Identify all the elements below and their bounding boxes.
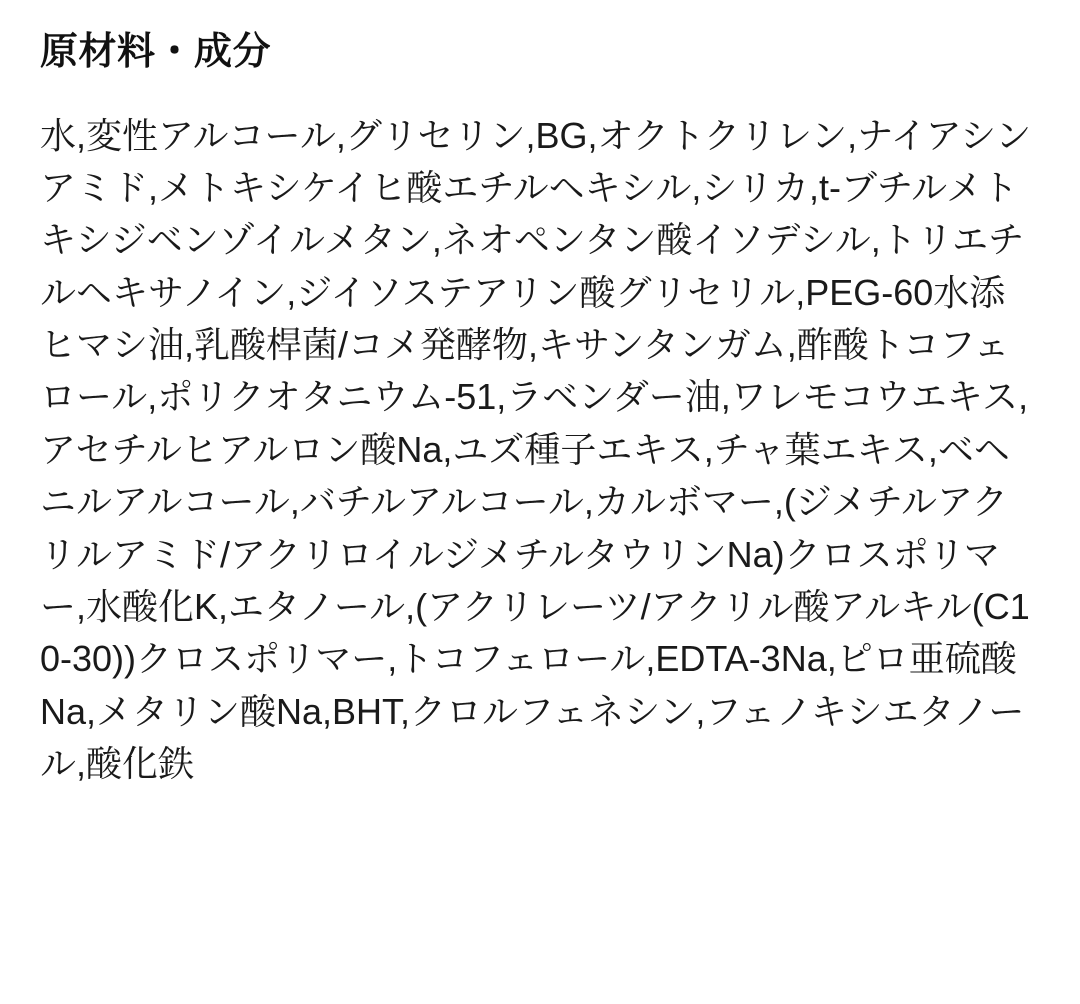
page-title: 原材料・成分 [40, 31, 272, 73]
ingredients-list-text: 水,変性アルコール,グリセリン,BG,オクトクリレン,ナイアシンアミド,メトキシケイヒ酸エチルヘキシル,シリカ,t-ブチルメトキシジベンゾイルメタン,ネオペンタン酸イソデシル,トリエチルヘキサノイン,ジイソステアリン酸グリセリル,PEG-60水添ヒマシ油,乳酸桿菌/コメ発酵物,キサンタンガム,酢酸トコフェロール,ポリクオタニウム-51,ラベンダー油,ワレモコウエキス,アセチルヒアルロン酸Na,ユズ種子エキス,チャ葉エキス,ベヘニルアルコール,バチルアルコール,カルボマー,(ジメチルアクリルアミド/アクリロイルジメチルタウリンNa)クロスポリマー,水酸化K,エタノール,(アクリレーツ/アクリル酸アルキル(C10-30))クロスポリマー,トコフェロール,EDTA-3Na,ピロ亜硫酸Na,メタリン酸Na,BHT,クロルフェネシン,フェノキシエタノール,酸化鉄 [40, 114, 1032, 785]
